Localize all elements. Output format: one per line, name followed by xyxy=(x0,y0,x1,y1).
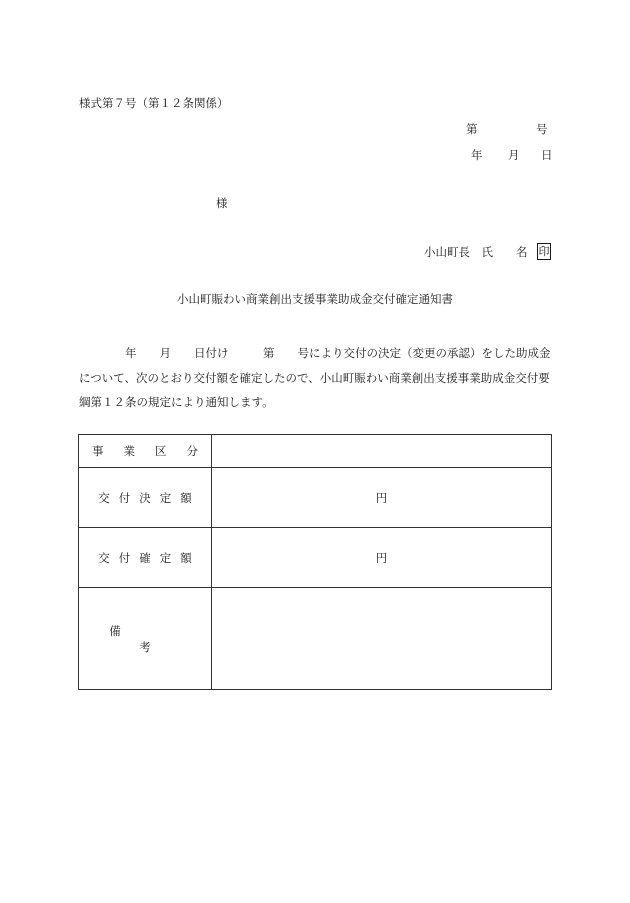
form-number: 様式第７号（第１２条関係） xyxy=(79,96,229,110)
seal-mark: 印 xyxy=(538,245,550,258)
document-number-label: 第 xyxy=(466,122,478,136)
label-cell xyxy=(79,528,212,588)
issuer-name: 小山町長 氏 名 xyxy=(424,245,528,259)
document-title: 小山町賑わい商業創出支援事業助成金交付確定通知書 xyxy=(177,292,453,306)
date-year-label: 年 xyxy=(471,148,483,162)
remarks-value xyxy=(212,588,552,690)
label-cell xyxy=(79,435,218,468)
remarks-label: 備考 xyxy=(109,623,211,654)
decided-amount-value: 円 xyxy=(212,468,552,528)
body-line-2: について、次のとおり交付額を確定したので、小山町賑わい商業創出支援事業助成金交付要 xyxy=(79,370,550,385)
body-paragraph xyxy=(79,341,554,415)
label-cell xyxy=(79,588,212,690)
document-number-suffix: 号 xyxy=(536,122,548,136)
confirmed-amount-label: 交付確定額 xyxy=(98,550,201,565)
date-month-label: 月 xyxy=(508,148,520,162)
table-row-remarks xyxy=(79,588,552,690)
label-cell xyxy=(79,468,212,528)
addressee-honorific: 様 xyxy=(216,196,228,210)
grant-info-table xyxy=(78,434,552,690)
date-day-label: 日 xyxy=(541,148,553,162)
decided-amount-label: 交付決定額 xyxy=(98,490,201,505)
table-row-confirmed-amount xyxy=(79,528,552,588)
business-category-label: 事業区分 xyxy=(92,444,218,458)
table-row-business-category xyxy=(79,435,552,468)
body-line-3: 綱第１２条の規定により通知します。 xyxy=(79,395,274,409)
business-category-value xyxy=(212,435,552,468)
body-line-1: 年 月 日付け 第 号により交付の決定（変更の承認）をした助成金 xyxy=(79,346,551,360)
confirmed-amount-value: 円 xyxy=(212,528,552,588)
table-row-decided-amount xyxy=(79,468,552,528)
